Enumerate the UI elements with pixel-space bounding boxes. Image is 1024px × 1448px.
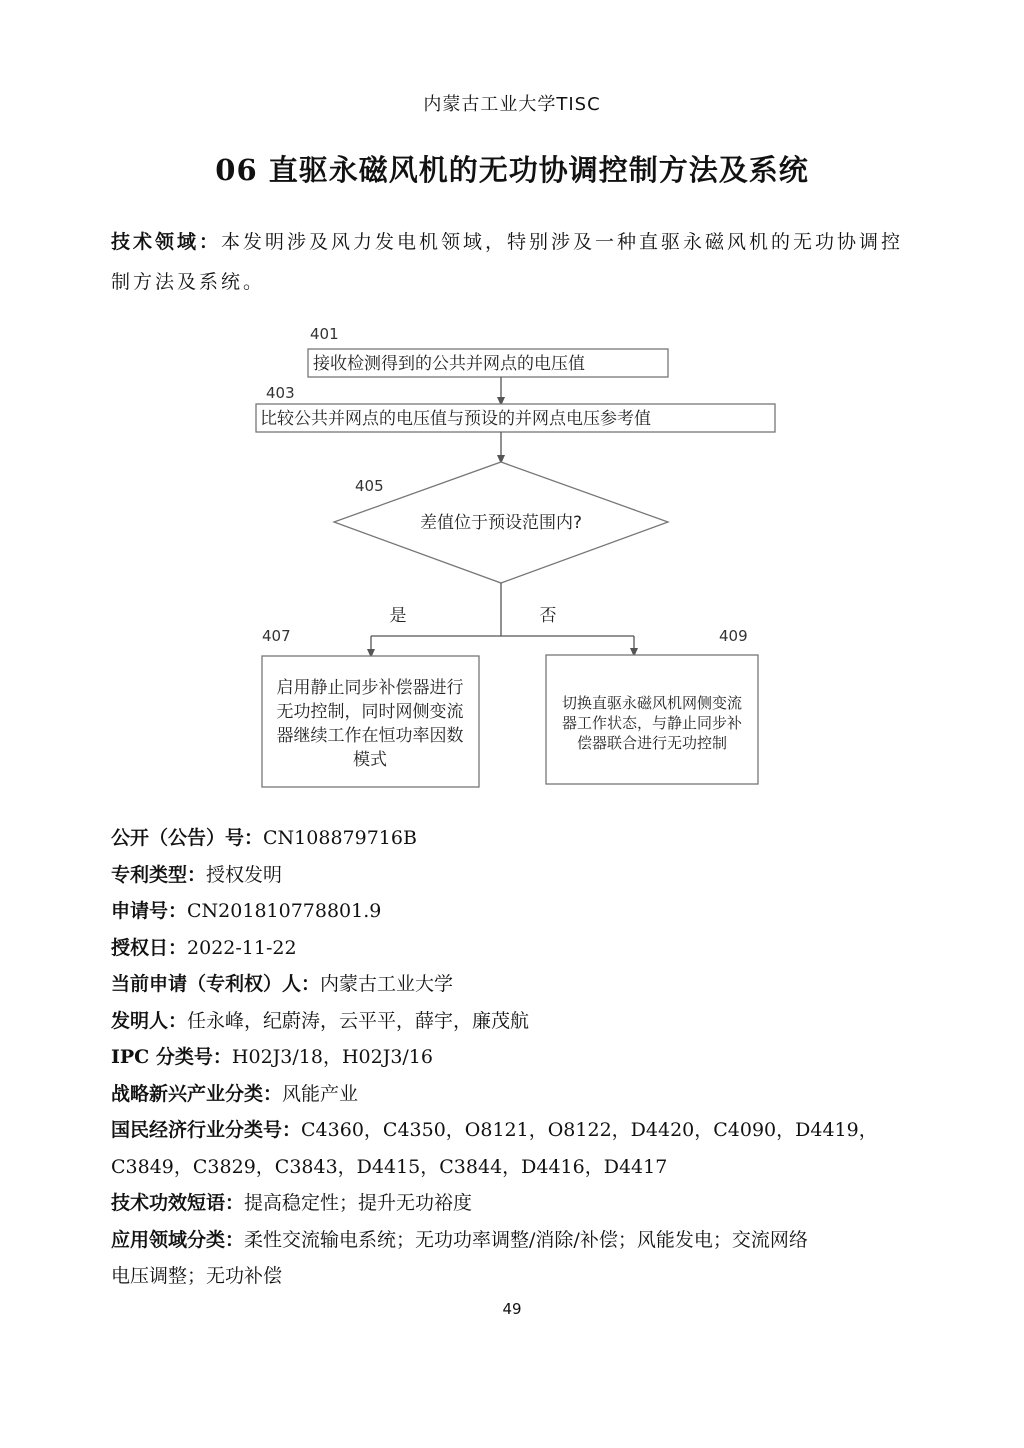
meta-strategic: 战略新兴产业分类：风能产业 bbox=[111, 1082, 359, 1105]
step-405-text: 差值位于预设范围内? bbox=[419, 513, 583, 533]
meta-ipc: IPC 分类号：H02J3/18，H02J3/16 bbox=[111, 1046, 433, 1068]
meta-grant-date: 授权日：2022-11-22 bbox=[111, 936, 297, 959]
meta-application: 应用领域分类：柔性交流输电系统；无功功率调整/消除/补偿；风能发电；交流网络 bbox=[111, 1228, 808, 1251]
step-403-text: 比较公共并网点的电压值与预设的并网点电压参考值 bbox=[260, 409, 651, 429]
meta-applicant: 当前申请（专利权）人：内蒙古工业大学 bbox=[111, 973, 454, 995]
page-title: 06 直驱永磁风机的无功协调控制方法及系统 bbox=[215, 153, 809, 187]
step-409-number: 409 bbox=[719, 627, 748, 645]
step-401-text: 接收检测得到的公共并网点的电压值 bbox=[313, 354, 585, 374]
step-401-number: 401 bbox=[310, 325, 339, 343]
document-header: 内蒙古工业大学TISC bbox=[423, 94, 601, 115]
patent-metadata bbox=[111, 820, 916, 1295]
step-405-number: 405 bbox=[355, 477, 384, 495]
step-407-line-3: 器继续工作在恒功率因数 bbox=[276, 726, 464, 746]
tech-field-label: 技术领域： bbox=[111, 231, 222, 253]
meta-pub-no: 公开（公告）号：CN108879716B bbox=[111, 827, 417, 849]
page-number: 49 bbox=[502, 1300, 522, 1318]
meta-patent-type: 专利类型：授权发明 bbox=[111, 863, 283, 886]
step-409-line-3: 偿器联合进行无功控制 bbox=[576, 734, 728, 752]
step-407-line-4: 模式 bbox=[353, 750, 387, 770]
step-407-line-2: 无功控制，同时网侧变流 bbox=[276, 702, 464, 722]
tech-field-text: 本发明涉及风力发电机领域，特别涉及一种直驱永磁风机的无功协调控制方法及系统。 bbox=[111, 231, 904, 293]
meta-industry-cont: C3849，C3829，C3843，D4415，C3844，D4416，D4417 bbox=[111, 1155, 668, 1178]
meta-app-no: 申请号：CN201810778801.9 bbox=[111, 900, 382, 922]
meta-effect: 技术功效短语：提高稳定性；提升无功裕度 bbox=[111, 1192, 473, 1214]
step-403-number: 403 bbox=[266, 384, 295, 402]
meta-industry: 国民经济行业分类号：C4360，C4350，O8121，O8122，D4420，C4090，D4419， bbox=[111, 1119, 878, 1141]
no-label: 否 bbox=[539, 606, 557, 626]
yes-label: 是 bbox=[389, 606, 407, 626]
meta-application-cont: 电压调整；无功补偿 bbox=[111, 1265, 283, 1287]
step-407-line-1: 启用静止同步补偿器进行 bbox=[276, 678, 464, 698]
step-409-line-2: 器工作状态，与静止同步补 bbox=[561, 714, 743, 732]
step-409-line-1: 切换直驱永磁风机网侧变流 bbox=[561, 694, 743, 712]
meta-inventors: 发明人：任永峰，纪蔚涛，云平平，薛宇，廉茂航 bbox=[111, 1009, 530, 1032]
step-407-number: 407 bbox=[262, 627, 291, 645]
